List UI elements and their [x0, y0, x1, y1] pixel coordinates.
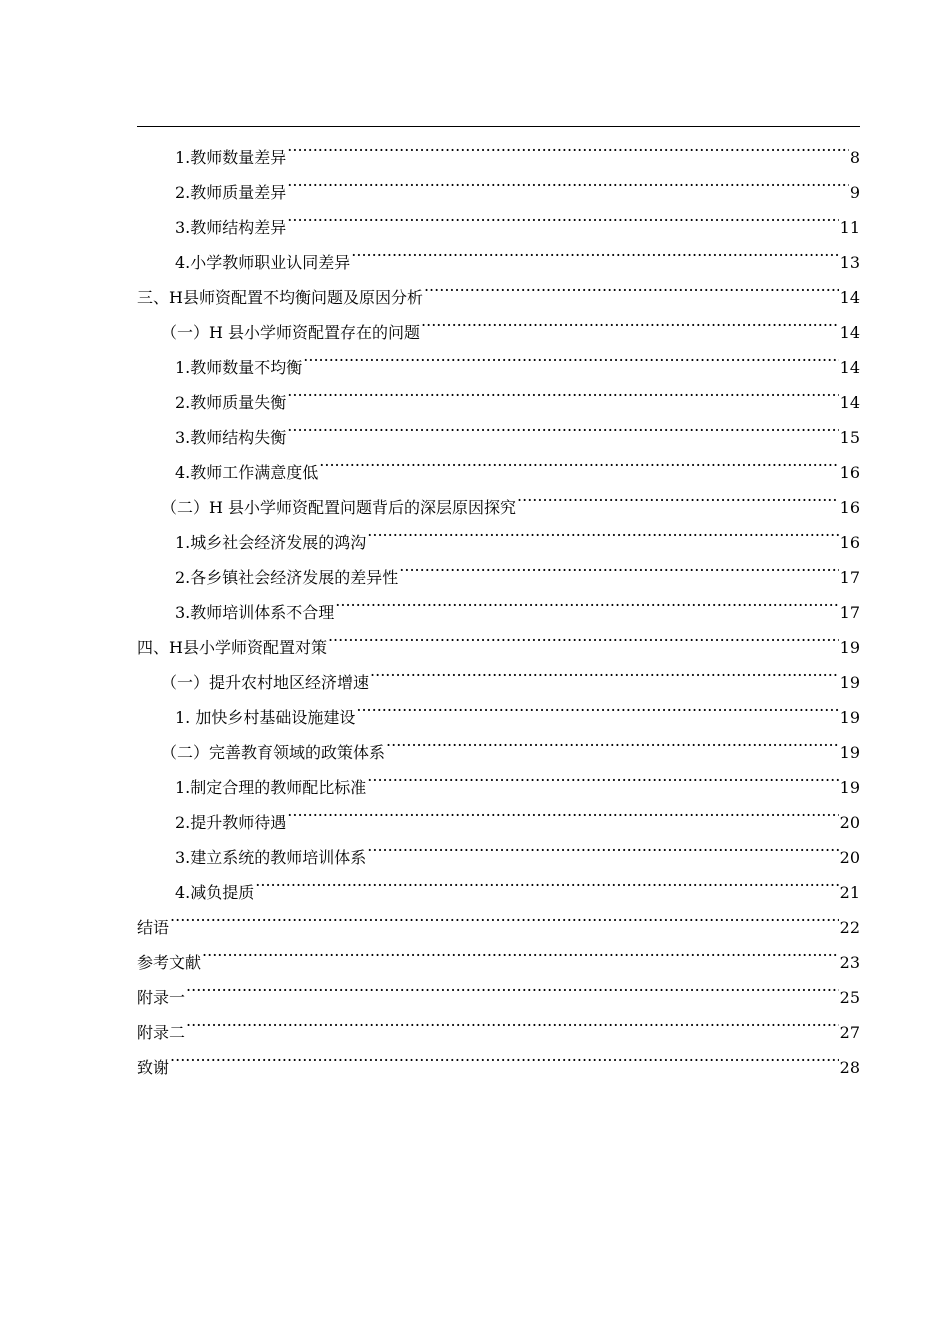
toc-entry-title: （二）完善教育领域的政策体系: [161, 743, 386, 762]
toc-entry-page-number: 20: [839, 848, 860, 867]
toc-entry-title: 结语: [137, 918, 170, 937]
toc-dot-leader: [370, 653, 839, 688]
toc-entry-page-number: 16: [839, 533, 860, 552]
toc-entry-page-number: 19: [839, 673, 860, 692]
toc-entry-title: （一）提升农村地区经济增速: [161, 673, 370, 692]
toc-entry-title: 2.教师质量失衡: [175, 393, 287, 412]
toc-dot-leader: [186, 1003, 839, 1038]
toc-dot-leader: [255, 863, 838, 898]
toc-dot-leader: [287, 163, 849, 198]
toc-entry-page-number: 15: [839, 428, 860, 447]
toc-dot-leader: [170, 898, 839, 933]
toc-dot-leader: [287, 793, 838, 828]
table-of-contents: [137, 128, 860, 1077]
toc-entry-page-number: 14: [839, 358, 860, 377]
toc-entry-page-number: 27: [839, 1023, 860, 1042]
toc-entry-page-number: 9: [849, 183, 860, 202]
toc-entry-page-number: 14: [839, 323, 860, 342]
toc-entry[interactable]: [137, 128, 860, 167]
toc-dot-leader: [517, 478, 839, 513]
toc-entry-title: 4.小学教师职业认同差异: [175, 253, 351, 272]
toc-entry-title: 1. 加快乡村基础设施建设: [175, 708, 356, 727]
toc-entry-title: 四、H县小学师资配置对策: [137, 638, 327, 657]
toc-dot-leader: [319, 443, 838, 478]
toc-entry-title: 3.教师培训体系不合理: [175, 603, 335, 622]
toc-entry-title: 2.各乡镇社会经济发展的差异性: [175, 568, 399, 587]
toc-dot-leader: [367, 828, 838, 863]
toc-entry-page-number: 17: [839, 603, 860, 622]
toc-entry-page-number: 8: [849, 148, 860, 167]
toc-dot-leader: [356, 688, 838, 723]
toc-entry-page-number: 25: [839, 988, 860, 1007]
toc-dot-leader: [386, 723, 839, 758]
toc-entry-title: 4.教师工作满意度低: [175, 463, 319, 482]
toc-entry-page-number: 21: [839, 883, 860, 902]
toc-entry-page-number: 16: [839, 463, 860, 482]
toc-entry-title: （二）H 县小学师资配置问题背后的深层原因探究: [161, 498, 517, 517]
toc-entry-page-number: 11: [839, 218, 860, 237]
toc-dot-leader: [367, 513, 838, 548]
toc-dot-leader: [367, 758, 838, 793]
toc-dot-leader: [335, 583, 838, 618]
toc-dot-leader: [351, 233, 838, 268]
toc-dot-leader: [287, 373, 838, 408]
toc-dot-leader: [421, 303, 839, 338]
toc-entry-title: 1.制定合理的教师配比标准: [175, 778, 367, 797]
toc-dot-leader: [399, 548, 838, 583]
toc-entry-page-number: 19: [839, 708, 860, 727]
toc-entry-page-number: 16: [839, 498, 860, 517]
toc-entry-title: 3.建立系统的教师培训体系: [175, 848, 367, 867]
toc-entry-title: 三、H县师资配置不均衡问题及原因分析: [137, 288, 423, 307]
toc-entry-title: 2.提升教师待遇: [175, 813, 287, 832]
toc-entry-title: （一）H 县小学师资配置存在的问题: [161, 323, 421, 342]
toc-entry-title: 附录二: [137, 1023, 186, 1042]
toc-entry-title: 附录一: [137, 988, 186, 1007]
toc-entry-page-number: 13: [839, 253, 860, 272]
toc-dot-leader: [287, 198, 838, 233]
toc-entry-title: 致谢: [137, 1058, 170, 1077]
toc-entry-title: 3.教师结构失衡: [175, 428, 287, 447]
toc-entry-page-number: 14: [839, 393, 860, 412]
toc-entry-page-number: 19: [839, 778, 860, 797]
toc-entry-page-number: 14: [839, 288, 860, 307]
toc-entry-page-number: 23: [839, 953, 860, 972]
toc-entry-title: 参考文献: [137, 953, 202, 972]
toc-entry-title: 4.减负提质: [175, 883, 255, 902]
toc-entry[interactable]: [137, 968, 860, 1007]
toc-dot-leader: [170, 1038, 839, 1073]
toc-entry-title: 1.教师数量不均衡: [175, 358, 303, 377]
toc-entry[interactable]: [137, 1038, 860, 1077]
toc-entry-title: 1.城乡社会经济发展的鸿沟: [175, 533, 367, 552]
toc-entry-title: 1.教师数量差异: [175, 148, 287, 167]
toc-dot-leader: [424, 268, 839, 303]
toc-entry-page-number: 22: [839, 918, 860, 937]
toc-entry-page-number: 19: [839, 638, 860, 657]
toc-dot-leader: [328, 618, 839, 653]
toc-dot-leader: [202, 933, 839, 968]
toc-dot-leader: [287, 128, 849, 163]
toc-entry-page-number: 20: [839, 813, 860, 832]
toc-entry-page-number: 17: [839, 568, 860, 587]
toc-entry[interactable]: [137, 1003, 860, 1042]
toc-entry[interactable]: [137, 933, 860, 972]
toc-dot-leader: [303, 338, 838, 373]
toc-dot-leader: [287, 408, 838, 443]
toc-entry[interactable]: [137, 898, 860, 937]
toc-entry-title: 2.教师质量差异: [175, 183, 287, 202]
header-rule: [137, 126, 860, 127]
toc-dot-leader: [186, 968, 839, 1003]
toc-entry-page-number: 19: [839, 743, 860, 762]
toc-entry-title: 3.教师结构差异: [175, 218, 287, 237]
toc-entry-page-number: 28: [839, 1058, 860, 1077]
